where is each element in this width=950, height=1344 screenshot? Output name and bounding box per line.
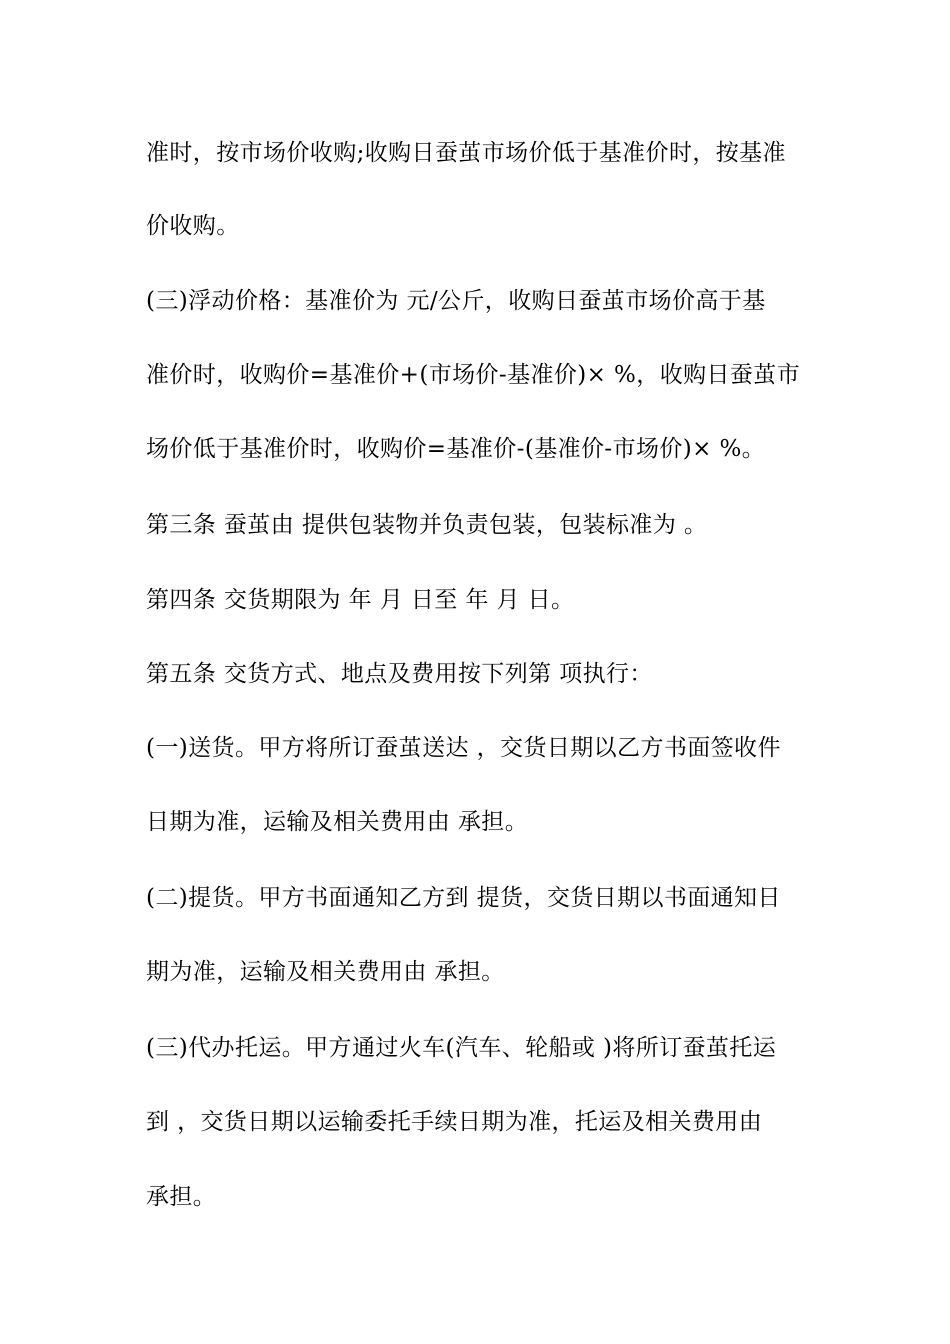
text-line-3: (三)浮动价格：基准价为 元/公斤，收购日蚕茧市场价高于基 <box>146 288 766 314</box>
text-line-1: 准时，按市场价收购;收购日蚕茧市场价低于基准价时，按基准 <box>146 140 786 166</box>
text-line-4: 准价时，收购价=基准价+(市场价-基准价)× %，收购日蚕茧市 <box>146 362 801 388</box>
text-line-11: (二)提货。甲方书面通知乙方到 提货，交货日期以书面通知日 <box>146 885 781 911</box>
text-line-7: 第四条 交货期限为 年 月 日至 年 月 日。 <box>146 587 575 613</box>
text-line-10: 日期为准，运输及相关费用由 承担。 <box>146 809 529 835</box>
text-line-13: (三)代办托运。甲方通过火车(汽车、轮船或 )将所订蚕茧托运 <box>146 1035 777 1061</box>
text-line-5: 场价低于基准价时，收购价=基准价-(基准价-市场价)× %。 <box>146 436 766 462</box>
text-line-8: 第五条 交货方式、地点及费用按下列第 项执行： <box>146 661 653 687</box>
text-line-9: (一)送货。甲方将所订蚕茧送达 ，交货日期以乙方书面签收件 <box>146 735 781 761</box>
text-line-14: 到 ，交货日期以运输委托手续日期为准，托运及相关费用由 <box>146 1109 763 1135</box>
text-line-12: 期为准，运输及相关费用由 承担。 <box>146 959 505 985</box>
text-line-6: 第三条 蚕茧由 提供包装物并负责包装，包装标准为 。 <box>146 512 708 538</box>
text-line-15: 承担。 <box>146 1184 217 1210</box>
text-line-2: 价收购。 <box>146 213 240 239</box>
